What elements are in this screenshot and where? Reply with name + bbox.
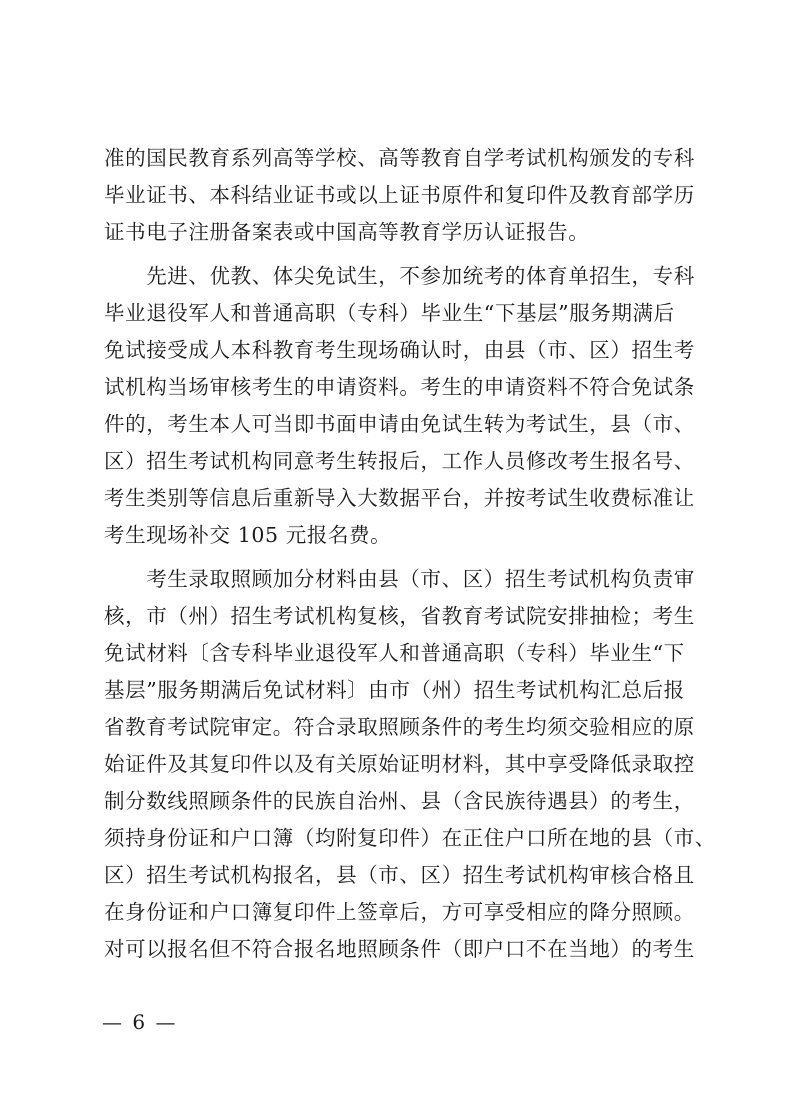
text-line: 毕业证书、本科结业证书或以上证书原件和复印件及教育部学历 <box>104 183 695 207</box>
text-line: 区）招生考试机构同意考生转报后，工作人员修改考生报名号、 <box>104 449 695 473</box>
text-line: 基层”服务期满后免试材料〕由市（州）招生考试机构汇总后报 <box>104 678 685 702</box>
text-line: 证书电子注册备案表或中国高等教育学历认证报告。 <box>104 220 590 244</box>
text-line: 毕业退役军人和普通高职（专科）毕业生“下基层”服务期满后 <box>104 301 675 325</box>
text-line: 免试材料〔含专科毕业退役军人和普通高职（专科）毕业生“下 <box>104 641 685 665</box>
text-line: 考生录取照顾加分材料由县（市、区）招生考试机构负责审 <box>104 567 695 591</box>
text-line: 区）招生考试机构报名，县（市、区）招生考试机构审核合格且 <box>104 863 695 887</box>
text-line: 始证件及其复印件以及有关原始证明材料，其中享受降低录取控 <box>104 752 695 776</box>
text-line: 先进、优教、体尖免试生，不参加统考的体育单招生，专科 <box>104 264 695 288</box>
text-line: 件的，考生本人可当即书面申请由免试生转为考试生，县（市、 <box>104 412 695 436</box>
text-line: 准的国民教育系列高等学校、高等教育自学考试机构颁发的专科 <box>104 146 695 170</box>
body-text <box>104 140 716 968</box>
text-line: 核，市（州）招生考试机构复核，省教育考试院安排抽检；考生 <box>104 604 695 628</box>
text-line: 考生现场补交 105 元报名费。 <box>104 523 392 547</box>
text-line: 考生类别等信息后重新导入大数据平台，并按考试生收费标准让 <box>104 486 695 510</box>
text-line: 试机构当场审核考生的申请资料。考生的申请资料不符合免试条 <box>104 375 695 399</box>
text-line: 对可以报名但不符合报名地照顾条件（即户口不在当地）的考生 <box>104 937 695 961</box>
page-number: — 6 — <box>102 1010 178 1034</box>
text-line: 省教育考试院审定。符合录取照顾条件的考生均须交验相应的原 <box>104 715 695 739</box>
text-line: 免试接受成人本科教育考生现场确认时，由县（市、区）招生考 <box>104 338 695 362</box>
text-line: 须持身份证和户口簿（均附复印件）在正住户口所在地的县（市、 <box>104 826 716 850</box>
text-line: 制分数线照顾条件的民族自治州、县（含民族待遇县）的考生， <box>104 789 695 813</box>
text-line: 在身份证和户口簿复印件上签章后，方可享受相应的降分照顾。 <box>104 900 695 924</box>
